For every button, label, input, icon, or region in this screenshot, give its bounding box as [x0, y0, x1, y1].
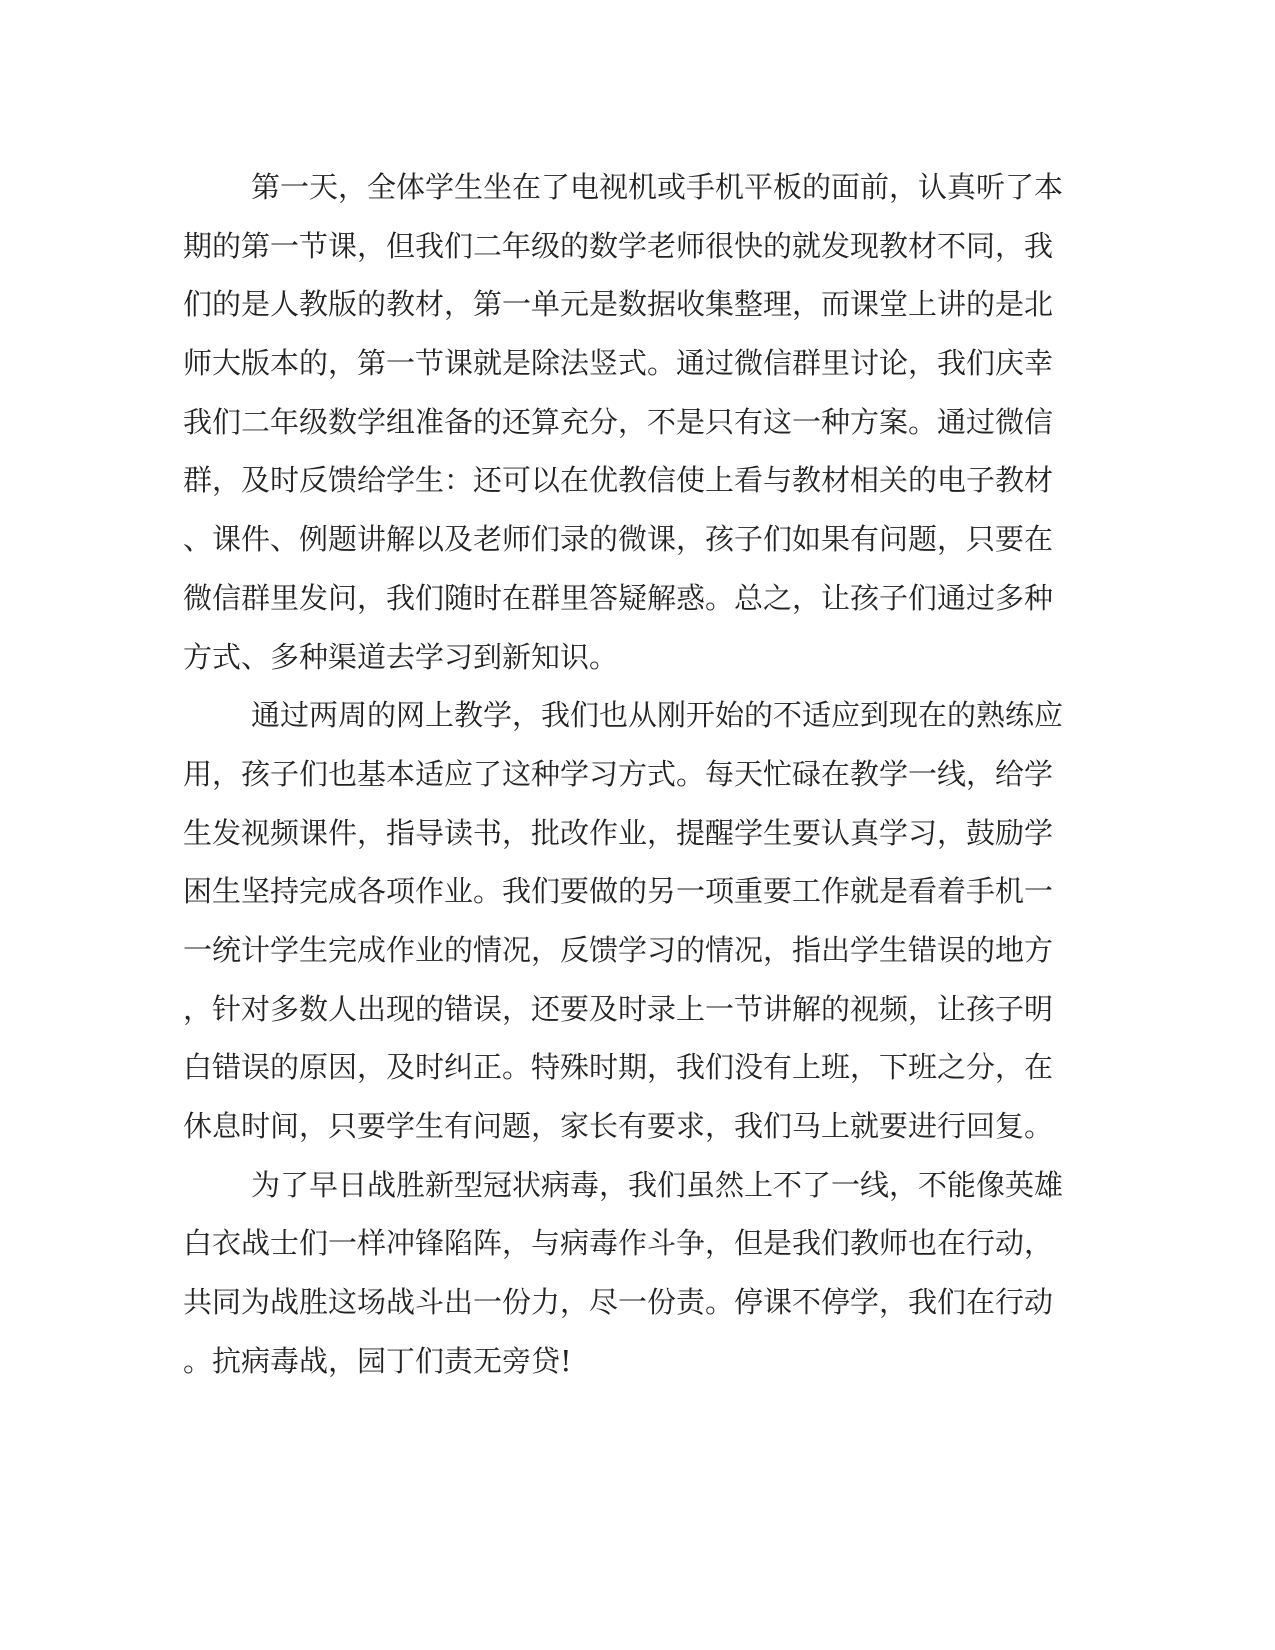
paragraph-3 — [183, 1156, 1064, 1391]
text-line: 共同为战胜这场战斗出一份力，尽一份责。停课不停学，我们在行动 — [183, 1285, 1054, 1320]
text-line: 我们二年级数学组准备的还算充分，不是只有这一种方案。通过微信 — [183, 404, 1054, 439]
text-line: 困生坚持完成各项作业。我们要做的另一项重要工作就是看着手机一 — [183, 874, 1054, 909]
text-line: 通过两周的网上教学，我们也从刚开始的不适应到现在的熟练应 — [251, 698, 1064, 733]
text-line: 白错误的原因，及时纠正。特殊时期，我们没有上班，下班之分，在 — [183, 1050, 1054, 1085]
paragraph-1 — [183, 158, 1064, 686]
text-line: 方式、多种渠道去学习到新知识。 — [183, 639, 619, 674]
paragraph-2 — [183, 686, 1064, 1156]
text-line: 期的第一节课，但我们二年级的数学老师很快的就发现教材不同，我 — [183, 228, 1054, 263]
text-line: 白衣战士们一样冲锋陷阵，与病毒作斗争，但是我们教师也在行动， — [183, 1226, 1054, 1261]
text-line: 第一天，全体学生坐在了电视机或手机平板的面前，认真听了本 — [251, 170, 1064, 204]
text-line: 师大版本的，第一节课就是除法竖式。通过微信群里讨论，我们庆幸 — [183, 346, 1054, 381]
document-body — [183, 158, 1064, 1390]
text-line: 休息时间，只要学生有问题，家长有要求，我们马上就要进行回复。 — [183, 1109, 1054, 1143]
text-line: 生发视频课件，指导读书，批改作业，提醒学生要认真学习，鼓励学 — [183, 815, 1054, 850]
text-line: 一统计学生完成作业的情况，反馈学习的情况，指出学生错误的地方 — [183, 932, 1054, 967]
text-line: 群，及时反馈给学生：还可以在优教信使上看与教材相关的电子教材 — [183, 463, 1054, 498]
text-line: ，针对多数人出现的错误，还要及时录上一节讲解的视频，让孩子明 — [183, 991, 1054, 1026]
text-line: 、课件、例题讲解以及老师们录的微课，孩子们如果有问题，只要在 — [183, 522, 1054, 557]
text-line: 们的是人教版的教材，第一单元是数据收集整理，而课堂上讲的是北 — [183, 287, 1054, 322]
text-line: 为了早日战胜新型冠状病毒，我们虽然上不了一线，不能像英雄 — [251, 1167, 1064, 1202]
text-line: 用，孩子们也基本适应了这种学习方式。每天忙碌在教学一线，给学 — [183, 756, 1054, 791]
text-line: 微信群里发问，我们随时在群里答疑解惑。总之，让孩子们通过多种 — [183, 580, 1054, 615]
text-line: 。抗病毒战，园丁们责无旁贷! — [183, 1343, 572, 1378]
